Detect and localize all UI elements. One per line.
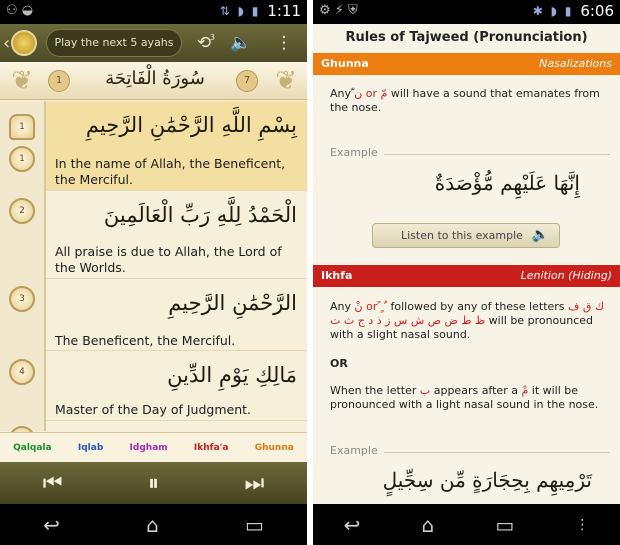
recent-apps-icon[interactable]: ▭ [244, 512, 264, 537]
bluetooth-wifi-battery-icon: ✱ ◗ ▮ [532, 4, 574, 18]
example-arabic: تَرْمِيهِم بِحِجَارَةٍ مِّن سِجِّيلٍ [382, 468, 592, 492]
legend-ikhfaa[interactable]: Ikhfa'a [193, 442, 229, 453]
home-icon[interactable]: ⌂ [421, 512, 435, 537]
wifi-signal-battery-icon: ⇅ ◗ ▮ [219, 4, 261, 18]
rule-text-part: followed by any of these letters [387, 300, 569, 313]
ayah-marker-gutter [0, 101, 46, 431]
speaker-muted-icon[interactable]: 🔈 [230, 33, 252, 53]
home-back-button[interactable] [3, 28, 39, 58]
ornament-left-icon: ❦ [11, 66, 33, 96]
rule-letters: ك ق ف [568, 300, 605, 313]
home-icon[interactable]: ⌂ [146, 512, 159, 537]
ayah-translation: Master of the Day of Judgment. [55, 402, 251, 417]
ayah-row[interactable] [46, 191, 307, 279]
ayah-translation: All praise is due to Allah, the Lord of the Worlds. [55, 244, 282, 275]
rule-header-ghunna [313, 53, 620, 75]
notification-icons: ⚇ ◒ [6, 3, 34, 18]
ayah-count: 7 [236, 70, 258, 92]
rule-subtitle: Lenition (Hiding) [520, 269, 612, 282]
example-arabic: إِنَّهَا عَلَيْهِم مُّؤْصَدَةٌ [434, 171, 580, 195]
ayah-marker[interactable]: 3 [9, 286, 35, 312]
status-bar [0, 0, 307, 24]
ayah-marker-bismillah[interactable]: 1 [9, 114, 35, 140]
back-icon[interactable]: ↩ [343, 512, 361, 537]
ornament-right-icon: ❦ [275, 66, 297, 96]
skip-back-icon[interactable]: ⏮ [42, 470, 63, 496]
rule-description [330, 87, 606, 115]
rule-letters: ظ ط ض ص ش س ز ذ د ج ث ت [330, 314, 486, 327]
rule-name: Ikhfa [321, 269, 353, 282]
legend-ghunna[interactable]: Ghunna [254, 442, 294, 453]
rule-letters: ب [419, 384, 431, 397]
tajweed-legend [0, 432, 307, 462]
right-screen [313, 0, 620, 545]
juz-number: 1 [48, 70, 70, 92]
pause-icon[interactable]: ⏸ [147, 470, 159, 496]
page-title: Rules of Tajweed (Pronunciation) [313, 24, 620, 52]
rule-text-part: Any [330, 300, 355, 313]
notification-icons: ⚙ ⚡ ⛨ [319, 3, 358, 18]
example-divider [330, 444, 610, 460]
ayah-arabic: بِسْمِ اللَّهِ الرَّحْمَٰنِ الرَّحِيمِ [85, 113, 297, 137]
listen-example-button[interactable] [372, 223, 560, 248]
chevron-left-icon: ‹ [3, 32, 11, 54]
rule-text-part: appears after a [430, 384, 522, 397]
rule-letters: مْ [521, 384, 529, 397]
app-logo-icon [11, 30, 37, 56]
system-nav-bar [0, 504, 307, 545]
system-nav-bar [313, 504, 620, 545]
rule-letters: نْ or ً ٍ ٌ [354, 300, 388, 313]
status-bar [313, 0, 620, 24]
ayah-marker[interactable]: 4 [9, 359, 35, 385]
legend-iqlab[interactable]: Iqlab [77, 442, 104, 453]
rule-description [330, 300, 606, 342]
legend-qalqala[interactable]: Qalqala [13, 442, 52, 453]
rule-text-part: will have a sound that emanates from the nose. [330, 87, 600, 114]
ayah-arabic: الْحَمْدُ لِلَّهِ رَبِّ الْعَالَمِينَ [103, 203, 297, 227]
example-label: Example [330, 444, 378, 457]
rule-text-part: it will be pronounced with a light nasal sound in the nose. [330, 384, 599, 411]
divider-line [384, 452, 610, 453]
audio-player-bar [0, 462, 307, 504]
rule-subtitle: Nasalizations [539, 57, 612, 70]
example-label: Example [330, 146, 378, 159]
ayah-marker[interactable]: 2 [9, 198, 35, 224]
ayah-translation: In the name of Allah, the Beneficent, the Merciful. [55, 156, 286, 187]
ayah-arabic: مَالِكِ يَوْمِ الدِّينِ [167, 363, 297, 387]
overflow-menu-icon[interactable]: ⋮ [275, 33, 293, 53]
action-bar [0, 24, 307, 62]
ayah-row[interactable] [46, 279, 307, 351]
ayah-arabic: الرَّحْمَٰنِ الرَّحِيمِ [168, 291, 297, 315]
speaker-icon: 🔈 [531, 227, 549, 243]
legend-idgham[interactable]: Idgham [129, 442, 168, 453]
divider-line [384, 154, 610, 155]
skip-forward-icon[interactable]: ⏭ [244, 470, 265, 496]
rule-text-part: Any [330, 87, 355, 100]
surah-title: سُورَةُ الْفَاتِحَة [105, 68, 205, 89]
or-label: OR [330, 357, 348, 370]
surah-header [0, 62, 307, 100]
rule-text-part: will be pronounced with a slight nasal sound. [330, 314, 594, 341]
repeat-icon[interactable]: ⟲ 3 [191, 30, 217, 56]
rule-header-ikhfa [313, 265, 620, 287]
ayah-row[interactable] [46, 101, 307, 191]
repeat-count: 3 [209, 33, 215, 42]
left-screen [0, 0, 307, 545]
rule-text-part: When the letter [330, 384, 420, 397]
ayah-row[interactable] [46, 351, 307, 421]
ayah-marker[interactable]: 1 [9, 146, 35, 172]
recent-apps-icon[interactable]: ▭ [495, 512, 515, 537]
rule-description [330, 384, 606, 412]
clock: 1:11 [267, 2, 301, 20]
rule-name: Ghunna [321, 57, 369, 70]
play-next-ayahs-button[interactable]: Play the next 5 ayahs [46, 29, 182, 57]
ayah-translation: The Beneficent, the Merciful. [55, 333, 236, 348]
example-divider [330, 146, 610, 162]
listen-label: Listen to this example [401, 229, 523, 242]
clock: 6:06 [580, 2, 614, 20]
ayah-list[interactable] [0, 101, 307, 431]
back-icon[interactable]: ↩ [43, 512, 60, 537]
overflow-menu-icon[interactable]: ⋮ [575, 516, 590, 533]
rule-letters: ّن or مّ [354, 87, 388, 100]
